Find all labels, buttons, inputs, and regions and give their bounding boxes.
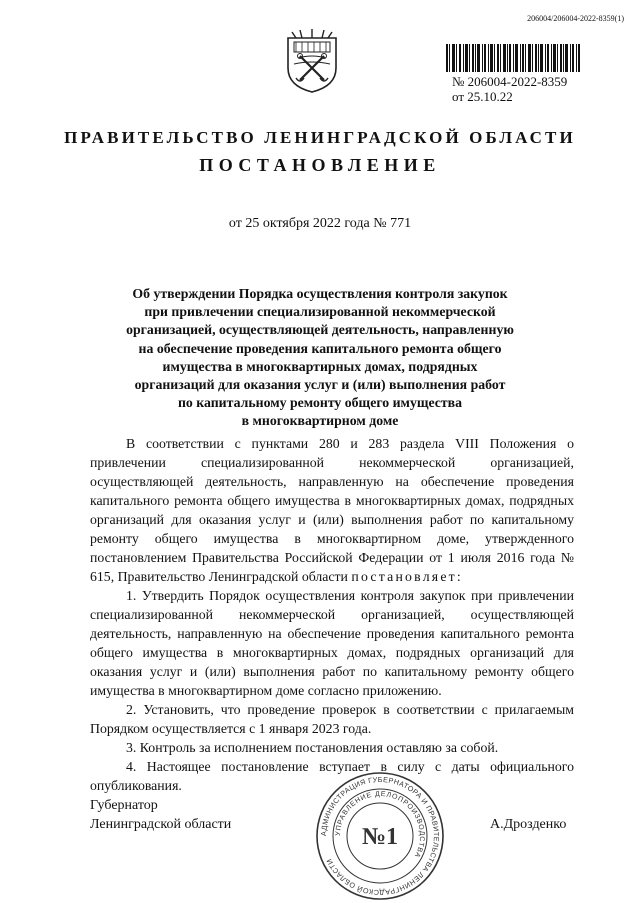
subject-line: по капитальному ремонту общего имущества	[177, 395, 463, 411]
official-seal-icon	[314, 770, 446, 902]
seal-outer-text: АДМИНИСТРАЦИЯ ГУБЕРНАТОРА И ПРАВИТЕЛЬСТВА ЛЕНИНГРАДСКОЙ ОБЛАСТИ	[318, 774, 442, 898]
seal-inner-text: УПРАВЛЕНИЕ ДЕЛОПРОИЗВОДСТВА	[334, 790, 426, 859]
signatory-title-line: Губернатор	[90, 798, 158, 813]
document-id: 206004/206004-2022-8359(1)	[527, 14, 624, 23]
signatory-name: А.Дрозденко	[490, 817, 567, 832]
coat-of-arms-icon	[286, 28, 338, 94]
preamble-paragraph	[90, 434, 574, 586]
registration-number: № 206004-2022-8359	[452, 74, 568, 89]
decree-item: 4. Настоящее постановление вступает в силу с даты официального опубликования.	[90, 759, 574, 793]
subject-line: на обеспечение проведения капитального ремонта общего	[138, 340, 502, 356]
document-type-heading: ПОСТАНОВЛЕНИЕ	[199, 155, 441, 175]
decree-item: 1. Утвердить Порядок осуществления контроля закупок при привлечении специализированной некоммерческой организацией, осуществляющей деятельность, направленную на обеспечение проведения капитального ремонта общего имущества в многоквартирных домах, подрядных организаций для оказания услуг и (или) выполнения работ по капитальному ремонту общего имущества в многоквартирном доме согласно приложению.	[90, 588, 574, 698]
subject-line: при привлечении специализированной некоммерческой	[144, 304, 496, 320]
decree-item: 3. Контроль за исполнением постановления оставляю за собой.	[126, 740, 499, 755]
barcode-icon	[446, 44, 580, 72]
preamble-text: В соответствии с пунктами 280 и 283 раздела VIII Положения о привлечении специализированной некоммерческой организацией, осуществляющей деятельность, направленную на обеспечение проведения капитального ремонта общего имущества в многоквартирных домах, подрядных организаций для оказания услуг и (или) выполнения работ по капитальному ремонту общего имущества в многоквартирном доме, утвержденного постановлением Правительства Российской Федерации от 1 июля 2016 года № 615, Правительство Ленинградской области	[90, 436, 574, 584]
signatory-title-line: Ленинградской области	[90, 817, 232, 832]
decree-date-number: от 25 октября 2022 года № 771	[228, 216, 412, 231]
signatory-title	[90, 796, 231, 834]
subject-line: в многоквартирном доме	[241, 413, 399, 429]
registration-date: от 25.10.22	[452, 89, 513, 104]
subject-line: имущества в многоквартирных домах, подрядных	[162, 358, 478, 374]
government-heading: ПРАВИТЕЛЬСТВО ЛЕНИНГРАДСКОЙ ОБЛАСТИ	[64, 128, 576, 147]
subject-line: организацией, осуществляющей деятельность, направленную	[126, 322, 514, 338]
seal-number: №1	[361, 824, 399, 850]
decree-item: 2. Установить, что проведение проверок в соответствии с прилагаемым Порядком осуществляется с 1 января 2023 года.	[90, 702, 574, 736]
decides-word: постановляет:	[351, 569, 463, 584]
subject-line: Об утверждении Порядка осуществления контроля закупок	[132, 286, 508, 301]
subject-line: организаций для оказания услуг и (или) выполнения работ	[134, 377, 506, 393]
decree-subject	[100, 285, 540, 431]
decree-body	[90, 434, 574, 795]
